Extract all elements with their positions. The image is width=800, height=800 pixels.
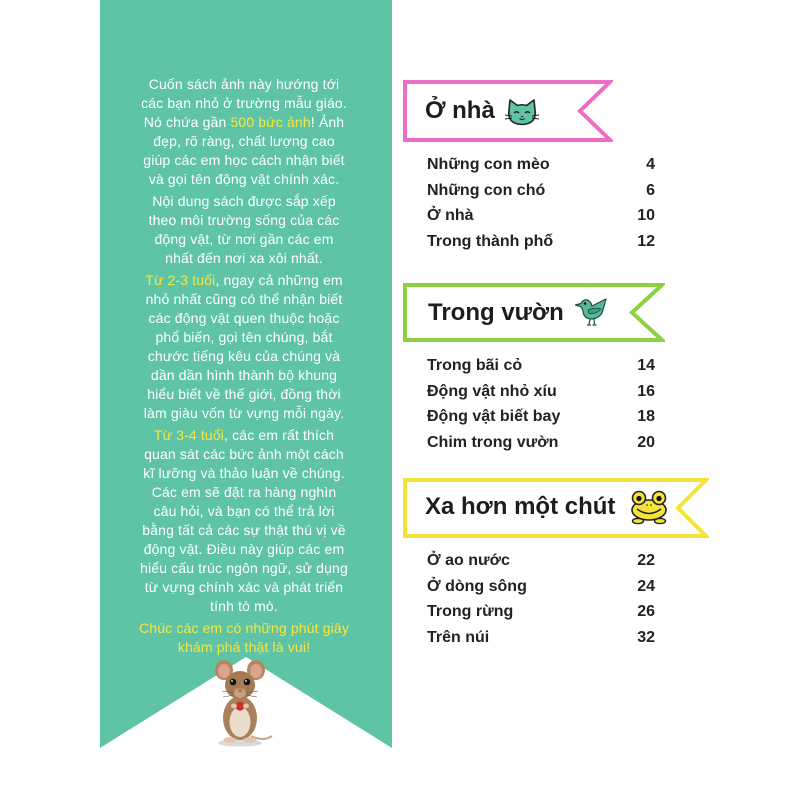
toc-entry — [427, 152, 655, 178]
intro-paragraph — [109, 192, 379, 268]
intro-line: Các em sẽ đặt ra hàng nghìn — [151, 484, 337, 500]
intro-line: kĩ lưỡng và thảo luận về chúng. — [143, 465, 345, 481]
toc-entry — [427, 203, 655, 229]
intro-line — [109, 426, 379, 445]
intro-line: Cuốn sách ảnh này hướng tới — [148, 76, 340, 92]
intro-line: nhất đến nơi xa xôi nhất. — [165, 250, 323, 266]
toc-entry-page: 32 — [637, 628, 655, 646]
intro-line: quan sát các bức ảnh một cách — [144, 446, 344, 462]
intro-line: theo môi trường sống của các — [148, 212, 340, 228]
toc-entry-page: 22 — [637, 552, 655, 569]
toc-entry-label: Ở ao nước — [427, 552, 510, 569]
intro-line — [109, 113, 379, 132]
toc-entry — [427, 229, 655, 255]
toc-entry-label: Trong rừng — [427, 603, 514, 620]
toc-entry — [427, 548, 655, 574]
toc-entry-page: 16 — [637, 382, 655, 400]
intro-line: giúp các em học cách nhận biết — [143, 152, 345, 168]
intro-line: từ vựng chính xác và phát triển — [144, 579, 344, 595]
intro-paragraph — [109, 75, 379, 189]
intro-line: và gọi tên động vật chính xác. — [148, 171, 340, 187]
intro-text-segment: Nó chứa gần — [143, 114, 231, 130]
intro-text — [109, 75, 379, 660]
toc-entry — [427, 599, 655, 625]
toc-entry — [427, 379, 655, 405]
toc-entry-page: 20 — [637, 433, 655, 451]
toc-entry-label: Trên núi — [427, 628, 490, 646]
toc-entry-label: Động vật biết bay — [427, 408, 561, 425]
intro-line: dần dần hình thành bộ khung — [150, 367, 338, 383]
intro-line: phổ biến, gọi tên chúng, bắt — [155, 329, 333, 345]
closing-line: Chúc các em có những phút giây — [139, 620, 349, 636]
intro-line: chước tiếng kêu của chúng và — [147, 348, 341, 364]
intro-text-segment: , các em rất thích — [224, 427, 335, 443]
intro-line — [109, 271, 379, 290]
highlight-text: Từ 3-4 tuổi — [153, 427, 225, 443]
toc-entry-page: 12 — [637, 232, 655, 250]
intro-line: Nội dung sách được sắp xếp — [152, 193, 336, 209]
intro-line: câu hỏi, và bạn có thể trả lời — [153, 503, 335, 519]
intro-line: nhỏ nhất cũng có thể nhận biết — [145, 291, 343, 307]
section-title: Trong vườn — [428, 299, 564, 326]
intro-paragraph — [109, 271, 379, 423]
toc-entry — [427, 353, 655, 379]
toc-entry-page: 18 — [637, 408, 655, 425]
cat-icon — [504, 97, 540, 127]
highlight-text: 500 bức ảnh — [230, 114, 311, 130]
toc-list — [427, 548, 655, 650]
intro-line: bằng tất cả các sự thật thú vị về — [142, 522, 346, 538]
intro-paragraph — [109, 426, 379, 616]
intro-line: hiểu biết về thế giới, đồng thời — [147, 386, 341, 402]
toc-entry-label: Chim trong vườn — [427, 433, 559, 451]
toc-entry-label: Những con mèo — [427, 156, 550, 173]
intro-line: các động vật quen thuộc hoặc — [148, 310, 340, 326]
toc-entry — [427, 625, 655, 651]
toc-entry-page: 24 — [637, 577, 655, 595]
toc-entry — [427, 430, 655, 456]
toc-entry-page: 14 — [637, 357, 655, 374]
intro-line: đẹp, rõ ràng, chất lượng cao — [153, 133, 335, 149]
toc-entry-label: Trong bãi cỏ — [427, 357, 523, 374]
closing-line: khám phá thật là vui! — [177, 639, 311, 655]
frog-icon — [628, 489, 670, 525]
intro-text-segment: , ngay cả những em — [215, 272, 343, 288]
toc-entry-label: Trong thành phố — [427, 232, 554, 250]
highlight-text: Từ 2-3 tuổi — [145, 272, 216, 288]
section-title: Ở nhà — [425, 97, 495, 124]
toc-entry-page: 6 — [646, 181, 655, 199]
toc-entry-page: 26 — [637, 603, 655, 620]
section-title: Xa hơn một chút — [425, 493, 616, 520]
mouse-icon — [205, 656, 275, 748]
toc-list — [427, 152, 655, 254]
toc-entry-label: Ở nhà — [427, 207, 474, 224]
toc-list — [427, 353, 655, 455]
intro-line: tính tò mò. — [210, 598, 278, 614]
intro-line: các bạn nhỏ ở trường mẫu giáo. — [141, 95, 347, 111]
bird-icon — [574, 295, 608, 329]
toc-entry-label: Ở dòng sông — [427, 577, 527, 595]
toc-entry-page: 10 — [637, 207, 655, 224]
closing-paragraph — [109, 619, 379, 657]
intro-text-segment: ! Ảnh — [310, 114, 345, 130]
intro-line: làm giàu vốn từ vựng mỗi ngày. — [143, 405, 345, 421]
toc-entry — [427, 178, 655, 204]
toc-entry — [427, 404, 655, 430]
intro-line: hiểu cấu trúc ngôn ngữ, sử dụng — [140, 560, 348, 576]
toc-entry — [427, 574, 655, 600]
toc-entry-label: Động vật nhỏ xíu — [427, 382, 557, 400]
toc-entry-page: 4 — [646, 156, 655, 173]
toc-entry-label: Những con chó — [427, 181, 546, 199]
intro-line: động vật, từ nơi gần các em — [154, 231, 334, 247]
intro-line: động vật. Điều này giúp các em — [143, 541, 345, 557]
